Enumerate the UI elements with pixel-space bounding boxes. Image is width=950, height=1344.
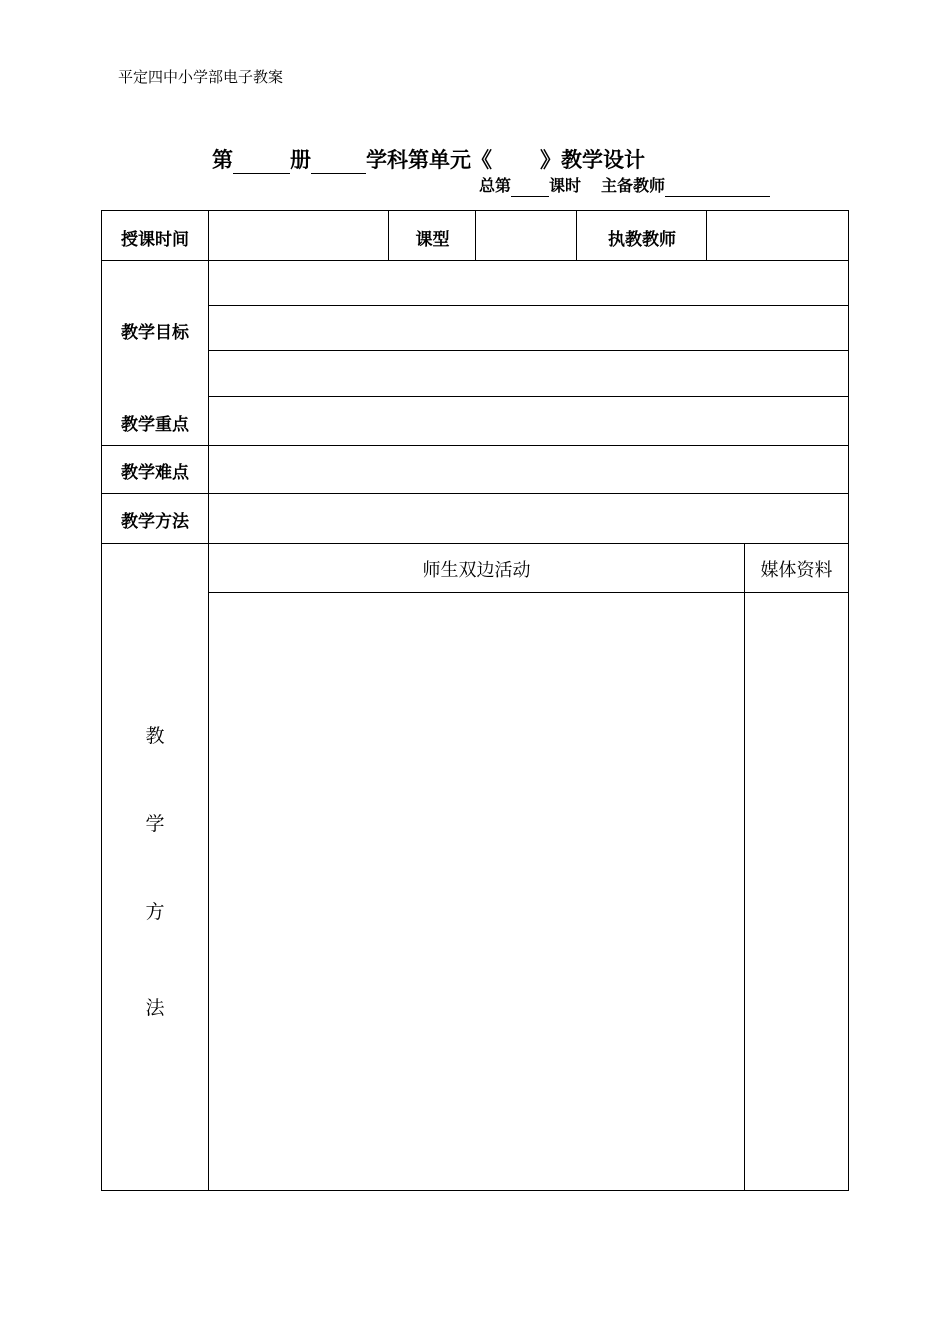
goal-field-3[interactable] xyxy=(209,351,848,396)
time-label: 授课时间 xyxy=(121,230,189,250)
lead-teacher-blank[interactable] xyxy=(665,179,770,197)
subtitle-part2: 课时 xyxy=(549,176,582,195)
time-field[interactable] xyxy=(209,211,388,260)
process-char-4: 法 xyxy=(145,997,165,1019)
lesson-number-blank[interactable] xyxy=(511,179,549,197)
activity-field[interactable] xyxy=(209,593,744,1190)
key-label: 教学重点 xyxy=(121,415,189,435)
page-subtitle xyxy=(479,175,770,197)
subtitle-part3: 主备教师 xyxy=(601,176,666,195)
subject-blank[interactable] xyxy=(311,151,366,174)
difficulty-field[interactable] xyxy=(209,446,848,493)
table-border-left xyxy=(101,210,102,1191)
row-line-method xyxy=(101,543,849,544)
subtitle-part1: 总第 xyxy=(479,176,512,195)
title-part4: 》教学设计 xyxy=(540,148,645,172)
teacher-label: 执教教师 xyxy=(608,230,676,250)
process-char-1: 教 xyxy=(145,725,165,747)
activity-header: 师生双边活动 xyxy=(422,560,531,581)
goal-field-1[interactable] xyxy=(209,261,848,305)
difficulty-label: 教学难点 xyxy=(121,463,189,483)
goal-field-2[interactable] xyxy=(209,306,848,350)
table-border-bottom xyxy=(101,1190,849,1191)
volume-blank[interactable] xyxy=(233,151,290,174)
process-char-2: 学 xyxy=(145,813,165,835)
method-field[interactable] xyxy=(209,494,848,543)
page-title xyxy=(212,146,645,174)
type-field[interactable] xyxy=(476,211,576,260)
type-label: 课型 xyxy=(415,230,450,250)
goal-label: 教学目标 xyxy=(121,323,189,343)
teacher-field[interactable] xyxy=(707,211,848,260)
title-part1: 第 xyxy=(212,148,233,172)
table-border-right xyxy=(848,210,849,1191)
page-header: 平定四中小学部电子教案 xyxy=(118,68,284,86)
method-label: 教学方法 xyxy=(121,512,189,532)
key-field[interactable] xyxy=(209,397,848,445)
process-char-3: 方 xyxy=(145,901,165,923)
title-part3: 学科第单元《 xyxy=(366,148,492,172)
media-field[interactable] xyxy=(745,593,848,1190)
title-part2: 册 xyxy=(290,148,311,172)
media-header: 媒体资料 xyxy=(760,560,833,581)
